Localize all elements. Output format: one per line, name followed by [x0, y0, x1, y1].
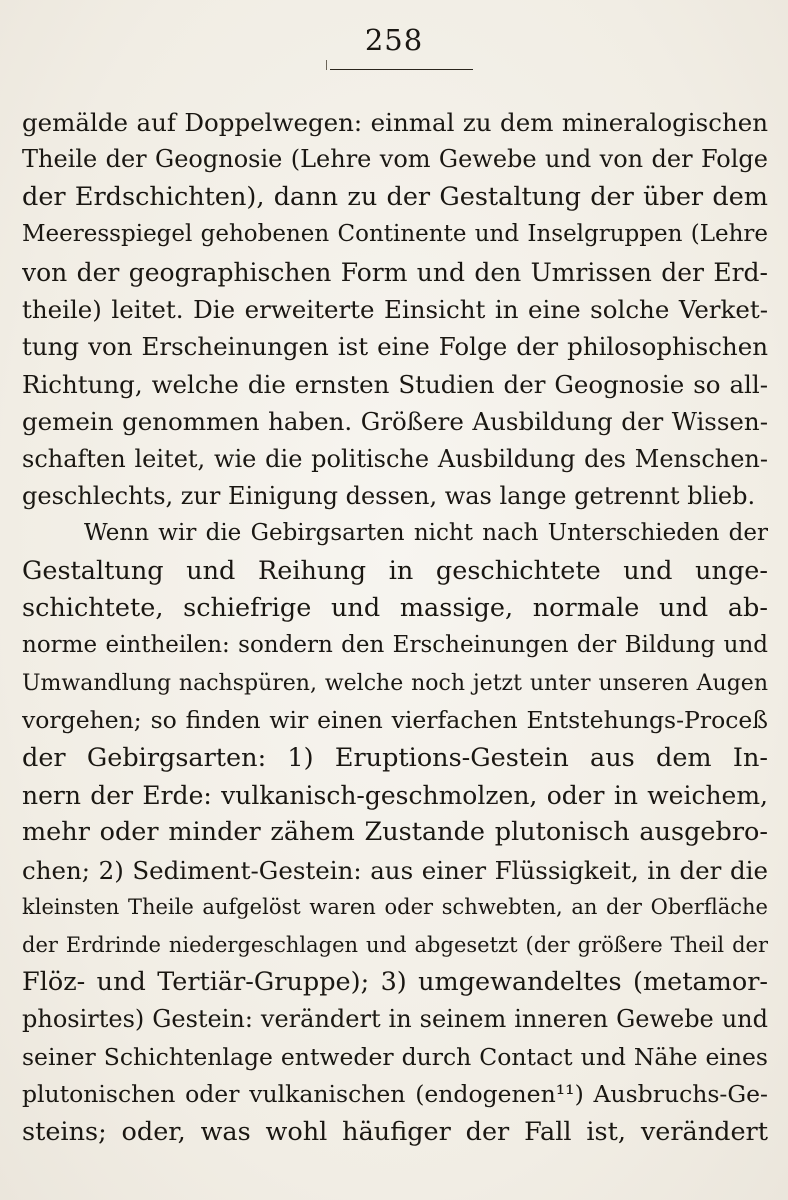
- text-line: schaften leitet, wie die politische Ausbildung des Menschen-: [22, 444, 768, 473]
- text-line: der Erdrinde niedergeschlagen und abgesetzt (der größere Theil der: [22, 932, 768, 957]
- header-mark: [326, 60, 327, 70]
- text-line: kleinsten Theile aufgelöst waren oder schwebten, an der Oberfläche: [22, 895, 768, 920]
- text-line: Flöz- und Tertiär-Gruppe); 3) umgewandeltes (metamor-: [22, 966, 768, 997]
- text-line: seiner Schichtenlage entweder durch Contact und Nähe eines: [22, 1042, 768, 1071]
- text-line: Umwandlung nachspüren, welche noch jetzt unter unseren Augen: [22, 670, 768, 696]
- text-line: der Erdschichten), dann zu der Gestaltung der über dem: [22, 181, 768, 212]
- text-line: vorgehen; so finden wir einen vierfachen Entstehungs-Proceß: [22, 706, 768, 735]
- text-line: gemein genommen haben. Größere Ausbildung der Wissen-: [22, 407, 768, 437]
- text-line: theile) leitet. Die erweiterte Einsicht in eine solche Verket-: [22, 294, 768, 324]
- text-line-paragraph-start: Wenn wir die Gebirgsarten nicht nach Unterschieden der: [84, 520, 768, 547]
- text-line: norme eintheilen: sondern den Erscheinungen der Bildung und: [22, 632, 768, 659]
- text-line: gemälde auf Doppelwegen: einmal zu dem mineralogischen: [22, 108, 768, 137]
- text-line: mehr oder minder zähem Zustande plutonisch ausgebro-: [22, 817, 768, 848]
- text-line-paragraph-end: geschlechts, zur Einigung dessen, was lange getrennt blieb.: [22, 481, 756, 510]
- text-line: Meeresspiegel gehobenen Continente und Inselgruppen (Lehre: [22, 221, 768, 248]
- text-line: Theile der Geognosie (Lehre vom Gewebe und von der Folge: [22, 145, 768, 174]
- body-text: [22, 104, 768, 1151]
- text-line: schichtete, schiefrige und massige, normale und ab-: [22, 593, 768, 624]
- text-line: Richtung, welche die ernsten Studien der Geognosie so all-: [22, 369, 768, 399]
- text-line: phosirtes) Gestein: verändert in seinem inneren Gewebe und: [22, 1005, 768, 1034]
- header-rule: [330, 69, 473, 70]
- text-line: plutonischen oder vulkanischen (endogenen¹¹) Ausbruchs-Ge-: [22, 1080, 768, 1109]
- page-number: 258: [364, 23, 424, 57]
- text-line: chen; 2) Sediment-Gestein: aus einer Flüssigkeit, in der die: [22, 855, 768, 885]
- text-line: Gestaltung und Reihung in geschichtete und unge-: [22, 555, 768, 586]
- text-line: nern der Erde: vulkanisch-geschmolzen, oder in weichem,: [22, 781, 768, 811]
- text-line: steins; oder, was wohl häufiger der Fall ist, verändert: [22, 1116, 768, 1147]
- text-line: der Gebirgsarten: 1) Eruptions-Gestein aus dem In-: [22, 742, 768, 773]
- text-line: tung von Erscheinungen ist eine Folge der philosophischen: [22, 332, 768, 362]
- text-line: von der geographischen Form und den Umrissen der Erd-: [22, 257, 768, 287]
